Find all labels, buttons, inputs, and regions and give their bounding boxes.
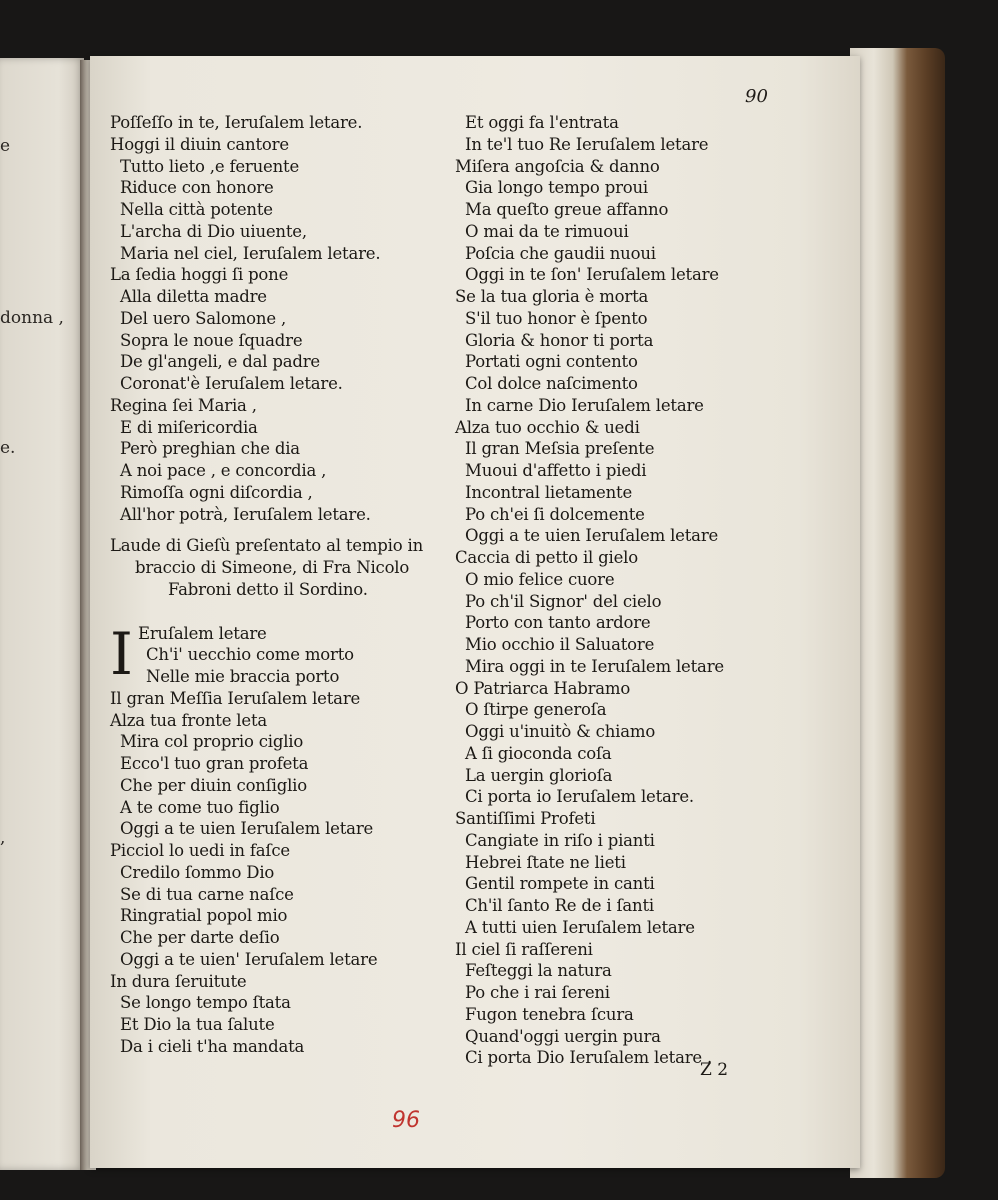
verse-line: Oggi a te uien' Ieruſalem letare: [120, 949, 378, 969]
verse-line: Credilo ſommo Dio: [120, 862, 275, 882]
verse-line: Alza tuo occhio & uedi: [455, 417, 640, 437]
verse-line: Ci porta io Ieruſalem letare.: [465, 787, 694, 807]
heading-line-2: braccio di Simeone, di Fra Nicolo: [135, 558, 410, 577]
left-fragment-3: e.: [0, 438, 16, 458]
verse-line: Da i cieli t'ha mandata: [120, 1036, 305, 1056]
verse-line: Po ch'ei ſi dolcemente: [465, 504, 645, 524]
verse-line: Quand'oggi uergin pura: [465, 1026, 661, 1046]
verse-line: Alla diletta madre: [120, 287, 267, 306]
verse-line: Alza tua fronte leta: [110, 710, 268, 730]
verse-line: Gentil rompete in canti: [465, 874, 655, 894]
spacer: [110, 525, 455, 535]
heading-line-1: Laude di Gieſù preſentato al tempio in: [110, 536, 423, 556]
verse-line: In dura ſeruitute: [110, 971, 247, 991]
verse-line: Ringratial popol mio: [120, 906, 288, 926]
verse-line: O mio felice cuore: [465, 569, 615, 589]
verse-line: Maria nel ciel, Ieruſalem letare.: [120, 243, 381, 263]
verse-line: Sopra le noue ſquadre: [120, 330, 303, 350]
verse-line: A ſi gioconda coſa: [465, 743, 612, 763]
verse-line: Santiſſimi Profeti: [455, 809, 596, 828]
page-number: 90: [745, 86, 768, 107]
verse-line: Riduce con honore: [120, 178, 274, 198]
verse-line: S'il tuo honor è ſpento: [465, 308, 648, 328]
verse-line: E di miſericordia: [120, 417, 258, 437]
left-verses: [110, 112, 455, 525]
verse-line: Oggi in te ſon' Ieruſalem letare: [465, 265, 719, 285]
verse-line: Oggi a te uien Ieruſalem letare: [120, 819, 374, 839]
left-facing-page: [0, 58, 84, 1170]
verse-line: La ſedia hoggi ſi pone: [110, 265, 289, 285]
verse-line: Feſteggi la natura: [465, 961, 612, 981]
verse-line: Fugon tenebra ſcura: [465, 1004, 634, 1024]
verse-line: Nella città potente: [120, 200, 273, 219]
verse-line: Mira col proprio ciglio: [120, 732, 304, 752]
verse-line: Oggi u'inuitò & chiamo: [465, 722, 656, 741]
verse-line: Nelle mie braccia porto: [146, 667, 340, 686]
verse-line: Oggi a te uien Ieruſalem letare: [465, 526, 719, 546]
pencil-folio-mark: 96: [392, 1108, 420, 1133]
verse-line: Po che i rai ſereni: [465, 983, 610, 1002]
verse-line: L'archa di Dio uiuente,: [120, 221, 307, 241]
spacer: [110, 601, 455, 623]
book-edge: [850, 48, 945, 1178]
verse-line: O Patriarca Habramo: [455, 678, 631, 698]
verse-line: Che per diuin conſiglio: [120, 775, 307, 795]
verse-line: Ma queſto greue affanno: [465, 200, 669, 219]
verse-line: Eruſalem letare: [138, 623, 267, 643]
verse-line: Gloria & honor ti porta: [465, 330, 654, 350]
verse-line: Mira oggi in te Ieruſalem letare: [465, 656, 724, 676]
verse-line: O ſtirpe generoſa: [465, 700, 607, 720]
verse-line: Tutto lieto ,e feruente: [120, 156, 300, 176]
hymn-heading: [110, 535, 455, 600]
verse-line: Gia longo tempo proui: [465, 178, 648, 198]
verse-line: Il ciel ſi raſſereni: [455, 939, 593, 959]
verse-line: Regina ſei Maria ,: [110, 395, 257, 415]
verse-line: Il gran Meſsia preſente: [465, 439, 655, 459]
verse-line: Coronat'è Ieruſalem letare.: [120, 374, 343, 393]
verse-line: Caccia di petto il gielo: [455, 548, 638, 567]
verse-line: Ecco'l tuo gran profeta: [120, 754, 309, 773]
left-column: [110, 112, 455, 1058]
right-verses: [455, 112, 755, 1069]
verse-line: Se di tua carne naſce: [120, 884, 294, 904]
verse-line: Muoui d'affetto i piedi: [465, 461, 647, 480]
left-fragment-2: donna ,: [0, 308, 64, 328]
verse-line: Picciol lo uedi in faſce: [110, 841, 290, 860]
verse-line: In carne Dio Ieruſalem letare: [465, 395, 704, 415]
verse-line: Et oggi fa l'entrata: [465, 113, 619, 132]
verse-line: A tutti uien Ieruſalem letare: [465, 917, 695, 937]
verse-line: Ci porta Dio Ieruſalem letare .: [465, 1048, 713, 1068]
verse-line: Miſera angoſcia & danno: [455, 156, 660, 176]
dropcap-stanza: [110, 619, 455, 688]
right-column: [455, 112, 755, 1069]
verse-line: Rimoſſa ogni diſcordia ,: [120, 482, 313, 502]
verse-line: O mai da te rimuoui: [465, 221, 629, 241]
verse-line: Hebrei ſtate ne lieti: [465, 852, 626, 872]
verse-line: All'hor potrà, Ieruſalem letare.: [120, 504, 371, 524]
heading-line-3: Fabroni detto il Sordino.: [168, 579, 368, 599]
left-fragment-4: ,: [0, 828, 6, 848]
verse-line: Porto con tanto ardore: [465, 613, 651, 633]
verse-line: Col dolce naſcimento: [465, 374, 638, 393]
verse-line: Et Dio la tua ſalute: [120, 1015, 275, 1034]
verse-line: Poſcia che gaudii nuoui: [465, 243, 656, 263]
dropcap-letter: I: [110, 619, 133, 688]
verse-line: Cangiate in riſo i pianti: [465, 830, 655, 850]
dropcap-lines: [110, 619, 455, 688]
verse-line: Che per darte deſio: [120, 928, 280, 947]
verse-line: In te'l tuo Re Ieruſalem letare: [465, 134, 709, 154]
left-fragment-1: e: [0, 136, 11, 156]
verse-line: Del uero Salomone ,: [120, 308, 286, 328]
verse-line: Poſſeſſo in te, Ieruſalem letare.: [110, 113, 363, 132]
verse-line: Hoggi il diuin cantore: [110, 134, 289, 154]
signature-mark: Z 2: [700, 1060, 729, 1080]
verse-line: Po ch'il Signor' del cielo: [465, 591, 662, 611]
verse-line: De gl'angeli, e dal padre: [120, 352, 320, 372]
verse-line: Il gran Meſſia Ieruſalem letare: [110, 688, 361, 708]
verse-line: Mio occhio il Saluatore: [465, 635, 655, 654]
verse-line: Ch'i' uecchio come morto: [146, 645, 354, 665]
verse-line: Ch'il ſanto Re de i ſanti: [465, 896, 654, 915]
verse-line: Portati ogni contento: [465, 352, 638, 372]
verse-line: La uergin glorioſa: [465, 765, 613, 785]
left-verses-continued: [110, 688, 455, 1058]
verse-line: A te come tuo figlio: [120, 797, 280, 817]
verse-line: Se longo tempo ſtata: [120, 993, 291, 1013]
verse-line: Se la tua gloria è morta: [455, 287, 649, 306]
verse-line: Incontral lietamente: [465, 482, 633, 502]
verse-line: A noi pace , e concordia ,: [120, 461, 327, 480]
verse-line: Però preghian che dia: [120, 439, 300, 459]
